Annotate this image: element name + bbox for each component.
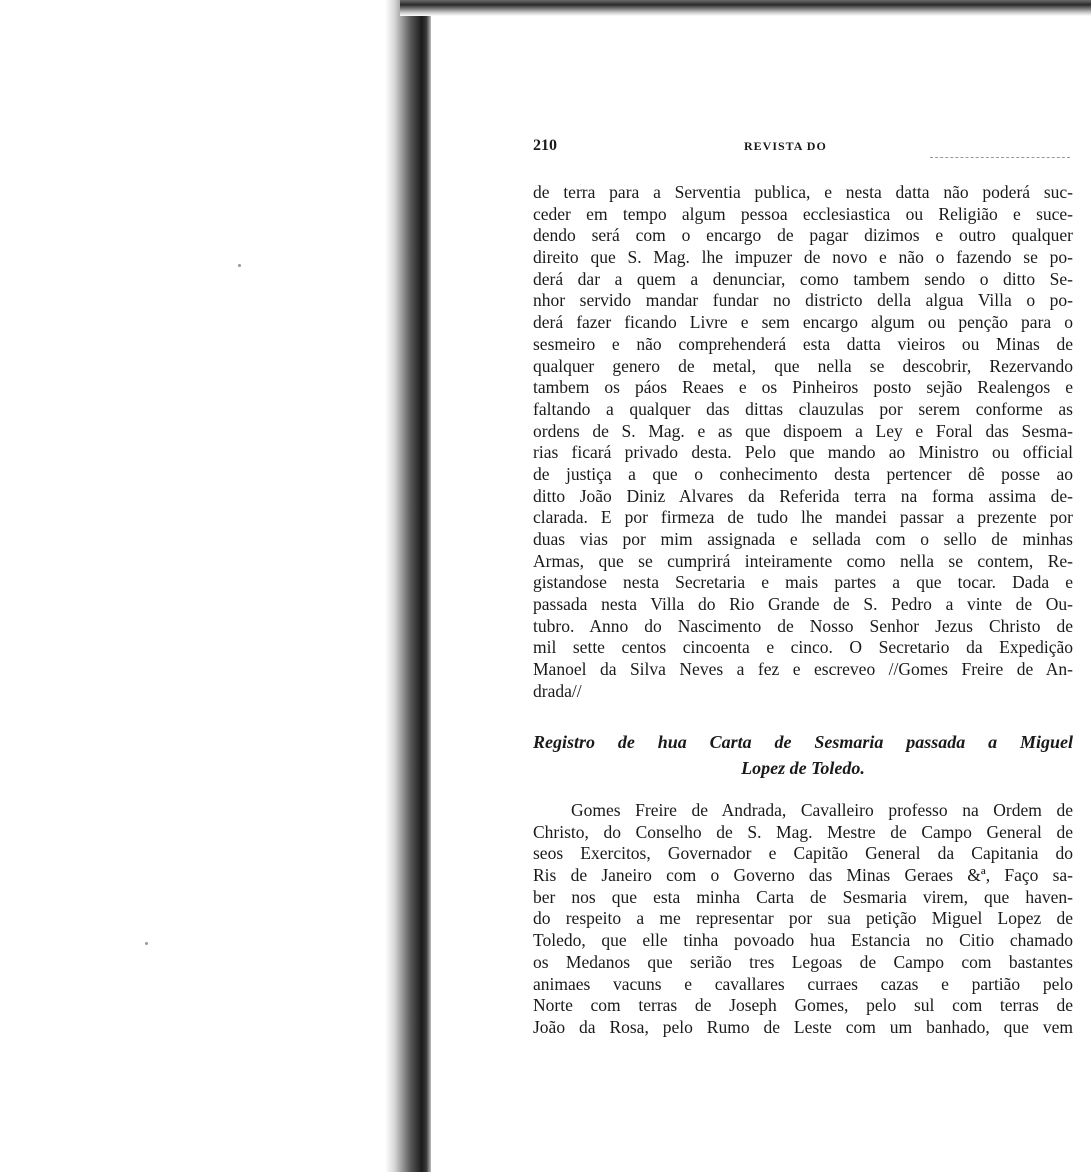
text-line: ordens de S. Mag. e as que dispoem a Ley e Foral das Sesma- xyxy=(533,420,1073,441)
text-line: João da Rosa, pelo Rumo de Leste com um banhado, que vem xyxy=(533,1016,1073,1037)
text-line: passada nesta Villa do Rio Grande de S. Pedro a vinte de Ou- xyxy=(533,594,1073,615)
text-line: mil sette centos cincoenta e cinco. O Secretario da Expedição xyxy=(533,637,1073,658)
text-line: rias ficará privado desta. Pelo que mando ao Ministro ou official xyxy=(533,442,1073,463)
text-line: direito que S. Mag. lhe impuzer de novo e não o fazendo se po- xyxy=(533,247,1073,268)
text-line: de terra para a Serventia publica, e nesta datta não poderá suc- xyxy=(533,182,1073,202)
text-line: ber nos que esta minha Carta de Sesmaria virem, que haven- xyxy=(533,886,1073,907)
text-line: tambem os páos Reaes e os Pinheiros posto sejão Realengos e xyxy=(533,377,1073,398)
text-line: nhor servido mandar fundar no districto della algua Villa o po- xyxy=(533,290,1073,311)
book-gutter-shadow xyxy=(385,0,431,1172)
scan-speck xyxy=(145,942,148,945)
text-line: os Medanos que serião tres Legoas de Campo com bastantes xyxy=(533,951,1073,972)
text-line: Manoel da Silva Neves a fez e escreveo //Gomes Freire de An- xyxy=(533,659,1073,680)
text-line: do respeito a me representar por sua petição Miguel Lopez de xyxy=(533,908,1073,929)
text-line: drada// xyxy=(533,680,582,701)
paragraph-1 xyxy=(533,182,1073,703)
section-heading xyxy=(533,729,1073,781)
text-line: ditto João Diniz Alvares da Referida terra na forma assima de- xyxy=(533,485,1073,506)
page-top-edge xyxy=(400,0,1091,16)
page-header xyxy=(533,137,1073,159)
header-rule xyxy=(930,157,1070,158)
section-heading-line: Registro de hua Carta de Sesmaria passada a Miguel xyxy=(533,732,1073,752)
text-line: Toledo, que elle tinha povoado hua Estancia no Citio chamado xyxy=(533,930,1073,951)
text-line: derá fazer ficando Livre e sem encargo algum ou penção para o xyxy=(533,312,1073,333)
text-line: sesmeiro e não comprehenderá esta datta vieiros ou Minas de xyxy=(533,333,1073,354)
page-number: 210 xyxy=(533,137,557,154)
text-line: qualquer genero de metal, que nella se descobrir, Rezervando xyxy=(533,355,1073,376)
section-heading-line: Lopez de Toledo. xyxy=(741,758,865,778)
text-line: Ris de Janeiro com o Governo das Minas Geraes &ª, Faço sa- xyxy=(533,865,1073,886)
text-line: animaes vacuns e cavallares curraes cazas e partião pelo xyxy=(533,973,1073,994)
text-line: Armas, que se cumprirá inteiramente como nella se contem, Re- xyxy=(533,550,1073,571)
text-line: ceder em tempo algum pessoa ecclesiastica ou Religião e suce- xyxy=(533,203,1073,224)
text-line: de justiça a que o conhecimento desta pertencer dê posse ao xyxy=(533,463,1073,484)
text-line: seos Exercitos, Governador e Capitão General da Capitania do xyxy=(533,843,1073,864)
scan-speck xyxy=(238,264,241,267)
text-line: Christo, do Conselho de S. Mag. Mestre de Campo General de xyxy=(533,821,1073,842)
text-line: faltando a qualquer das dittas clauzulas por serem conforme as xyxy=(533,398,1073,419)
paragraph-2 xyxy=(533,800,1073,1039)
text-line: derá dar a quem a denunciar, como tambem sendo o ditto Se- xyxy=(533,268,1073,289)
text-line: gistandose nesta Secretaria e mais partes a que tocar. Dada e xyxy=(533,572,1073,593)
text-line: Gomes Freire de Andrada, Cavalleiro professo na Ordem de xyxy=(571,800,1073,820)
text-line: Norte com terras de Joseph Gomes, pelo sul com terras de xyxy=(533,995,1073,1016)
running-title: REVISTA DO xyxy=(744,139,827,153)
text-line: duas vias por mim assignada e sellada com o sello de minhas xyxy=(533,529,1073,549)
text-line: clarada. E por firmeza de tudo lhe mandei passar a prezente por xyxy=(533,507,1073,528)
text-line: dendo será com o encargo de pagar dizimos e outro qualquer xyxy=(533,225,1073,246)
text-line: tubro. Anno do Nascimento de Nosso Senhor Jezus Christo de xyxy=(533,615,1073,636)
